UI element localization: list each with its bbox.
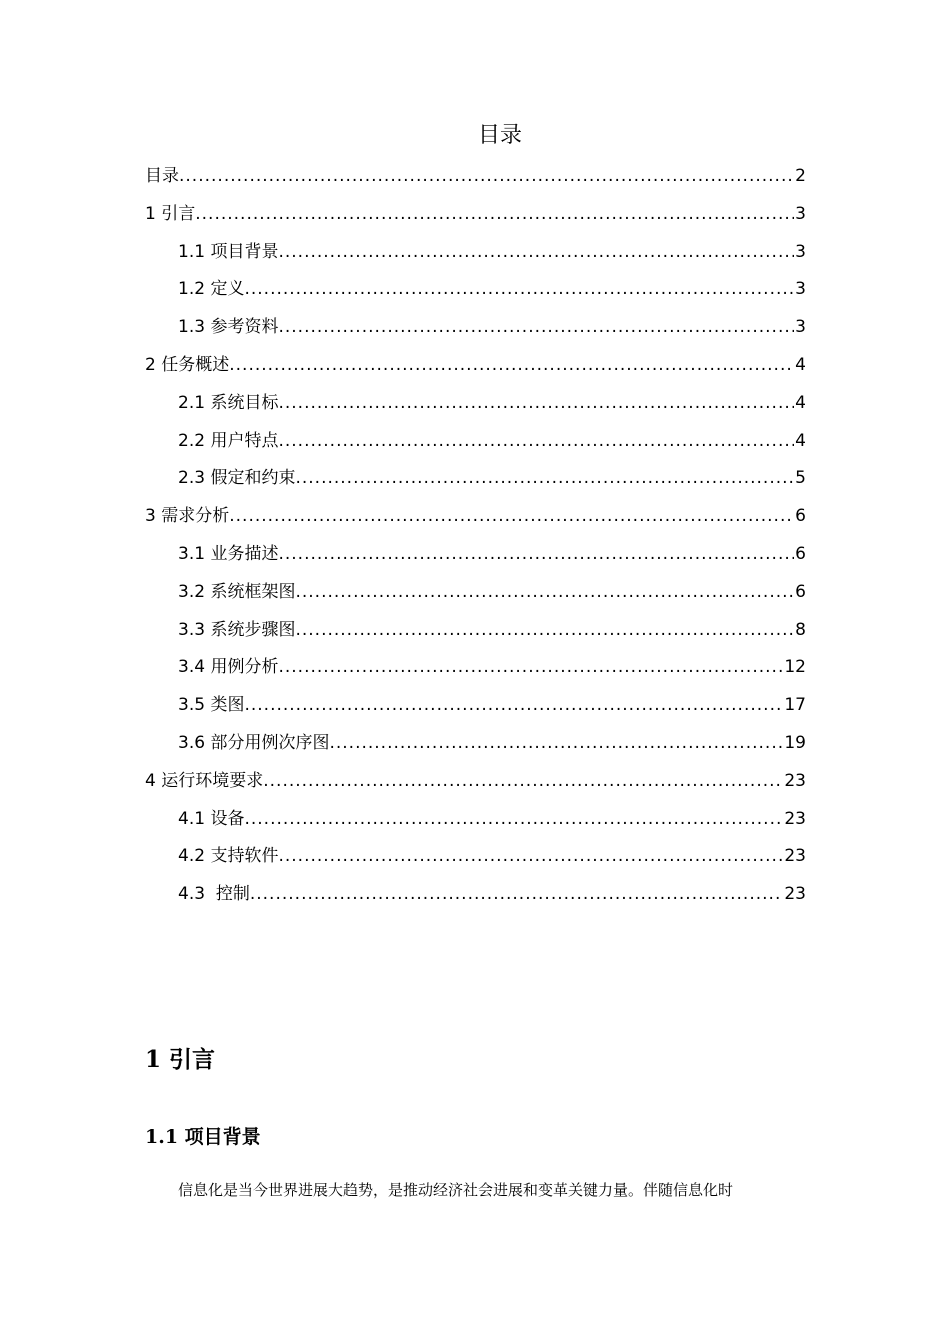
toc-entry-page: 23 — [784, 884, 806, 905]
toc-entry-page: 17 — [784, 695, 806, 716]
toc-entry-page: 19 — [784, 732, 806, 753]
toc-entry-page: 3 — [795, 203, 806, 224]
toc-entry[interactable] — [145, 158, 806, 196]
toc-entry-page: 23 — [784, 846, 806, 867]
toc-entry[interactable] — [145, 536, 806, 574]
toc-leader-dots — [295, 574, 794, 610]
toc-entry-page: 6 — [795, 506, 806, 527]
toc-entry-page: 23 — [784, 770, 806, 791]
toc-entry-page: 3 — [795, 279, 806, 300]
toc-leader-dots — [179, 158, 794, 194]
toc-entry[interactable] — [145, 649, 806, 687]
toc-entry-label: 3.1 业务描述 — [178, 543, 279, 564]
toc-entry-label: 4.3 控制 — [178, 884, 250, 905]
toc-leader-dots — [244, 687, 783, 723]
toc-entry-page: 12 — [784, 657, 806, 678]
toc-leader-dots — [329, 725, 783, 761]
toc-entry-page: 5 — [795, 468, 806, 489]
toc-entry-page: 6 — [795, 581, 806, 602]
toc-leader-dots — [263, 763, 783, 799]
table-of-contents — [145, 158, 806, 914]
toc-entry-label: 2.2 用户特点 — [178, 430, 279, 451]
toc-entry[interactable] — [145, 385, 806, 423]
toc-entry[interactable] — [145, 309, 806, 347]
section-heading: 1 引言 — [145, 1046, 216, 1073]
toc-entry-label: 4.1 设备 — [178, 808, 245, 829]
toc-leader-dots — [295, 460, 794, 496]
toc-entry-label: 3.6 部分用例次序图 — [178, 732, 330, 753]
toc-leader-dots — [278, 649, 783, 685]
toc-entry-label: 3.3 系统步骤图 — [178, 619, 296, 640]
toc-entry-page: 4 — [795, 430, 806, 451]
toc-entry-page: 3 — [795, 241, 806, 262]
toc-entry[interactable] — [145, 234, 806, 272]
toc-leader-dots — [278, 423, 794, 459]
toc-entry[interactable] — [145, 347, 806, 385]
toc-entry[interactable] — [145, 574, 806, 612]
toc-entry[interactable] — [145, 460, 806, 498]
toc-entry-label: 1.1 项目背景 — [178, 241, 279, 262]
toc-entry[interactable] — [145, 612, 806, 650]
toc-leader-dots — [278, 234, 794, 270]
toc-entry[interactable] — [145, 498, 806, 536]
toc-entry-label: 1.2 定义 — [178, 279, 245, 300]
toc-leader-dots — [278, 385, 794, 421]
toc-entry-page: 2 — [795, 166, 806, 186]
body-paragraph: 信息化是当今世界进展大趋势，是推动经济社会进展和变革关键力量。伴随信息化时 — [178, 1181, 734, 1199]
toc-entry-page: 4 — [795, 354, 806, 375]
toc-entry[interactable] — [145, 801, 806, 839]
toc-entry-label: 3 需求分析 — [145, 506, 230, 527]
toc-entry-page: 4 — [795, 392, 806, 413]
toc-entry-label: 2.1 系统目标 — [178, 392, 279, 413]
toc-leader-dots — [295, 612, 794, 648]
toc-entry-label: 3.4 用例分析 — [178, 657, 279, 678]
toc-entry-label: 2 任务概述 — [145, 354, 230, 375]
toc-entry-label: 4.2 支持软件 — [178, 846, 279, 867]
toc-entry[interactable] — [145, 725, 806, 763]
toc-leader-dots — [244, 271, 794, 307]
toc-entry[interactable] — [145, 876, 806, 914]
toc-entry[interactable] — [145, 196, 806, 234]
toc-leader-dots — [229, 498, 794, 534]
toc-leader-dots — [278, 838, 783, 874]
toc-leader-dots — [195, 196, 794, 232]
toc-title: 目录 — [477, 123, 522, 148]
toc-entry[interactable] — [145, 838, 806, 876]
toc-entry-page: 8 — [795, 619, 806, 640]
toc-entry-label: 1.3 参考资料 — [178, 317, 279, 338]
toc-entry[interactable] — [145, 687, 806, 725]
toc-leader-dots — [278, 309, 794, 345]
toc-entry[interactable] — [145, 423, 806, 461]
toc-entry[interactable] — [145, 271, 806, 309]
toc-entry-label: 2.3 假定和约束 — [178, 468, 296, 489]
toc-entry-page: 6 — [795, 543, 806, 564]
toc-entry-label: 4 运行环境要求 — [145, 770, 264, 791]
toc-entry-page: 3 — [795, 317, 806, 338]
toc-leader-dots — [278, 536, 794, 572]
toc-entry-label: 3.2 系统框架图 — [178, 581, 296, 602]
toc-entry-label: 3.5 类图 — [178, 695, 245, 716]
toc-entry[interactable] — [145, 763, 806, 801]
toc-entry-label: 目录 — [145, 166, 179, 186]
subsection-heading: 1.1 项目背景 — [145, 1126, 261, 1148]
toc-entry-label: 1 引言 — [145, 203, 196, 224]
toc-entry-page: 23 — [784, 808, 806, 829]
toc-leader-dots — [250, 876, 784, 912]
toc-leader-dots — [229, 347, 794, 383]
toc-leader-dots — [244, 801, 783, 837]
